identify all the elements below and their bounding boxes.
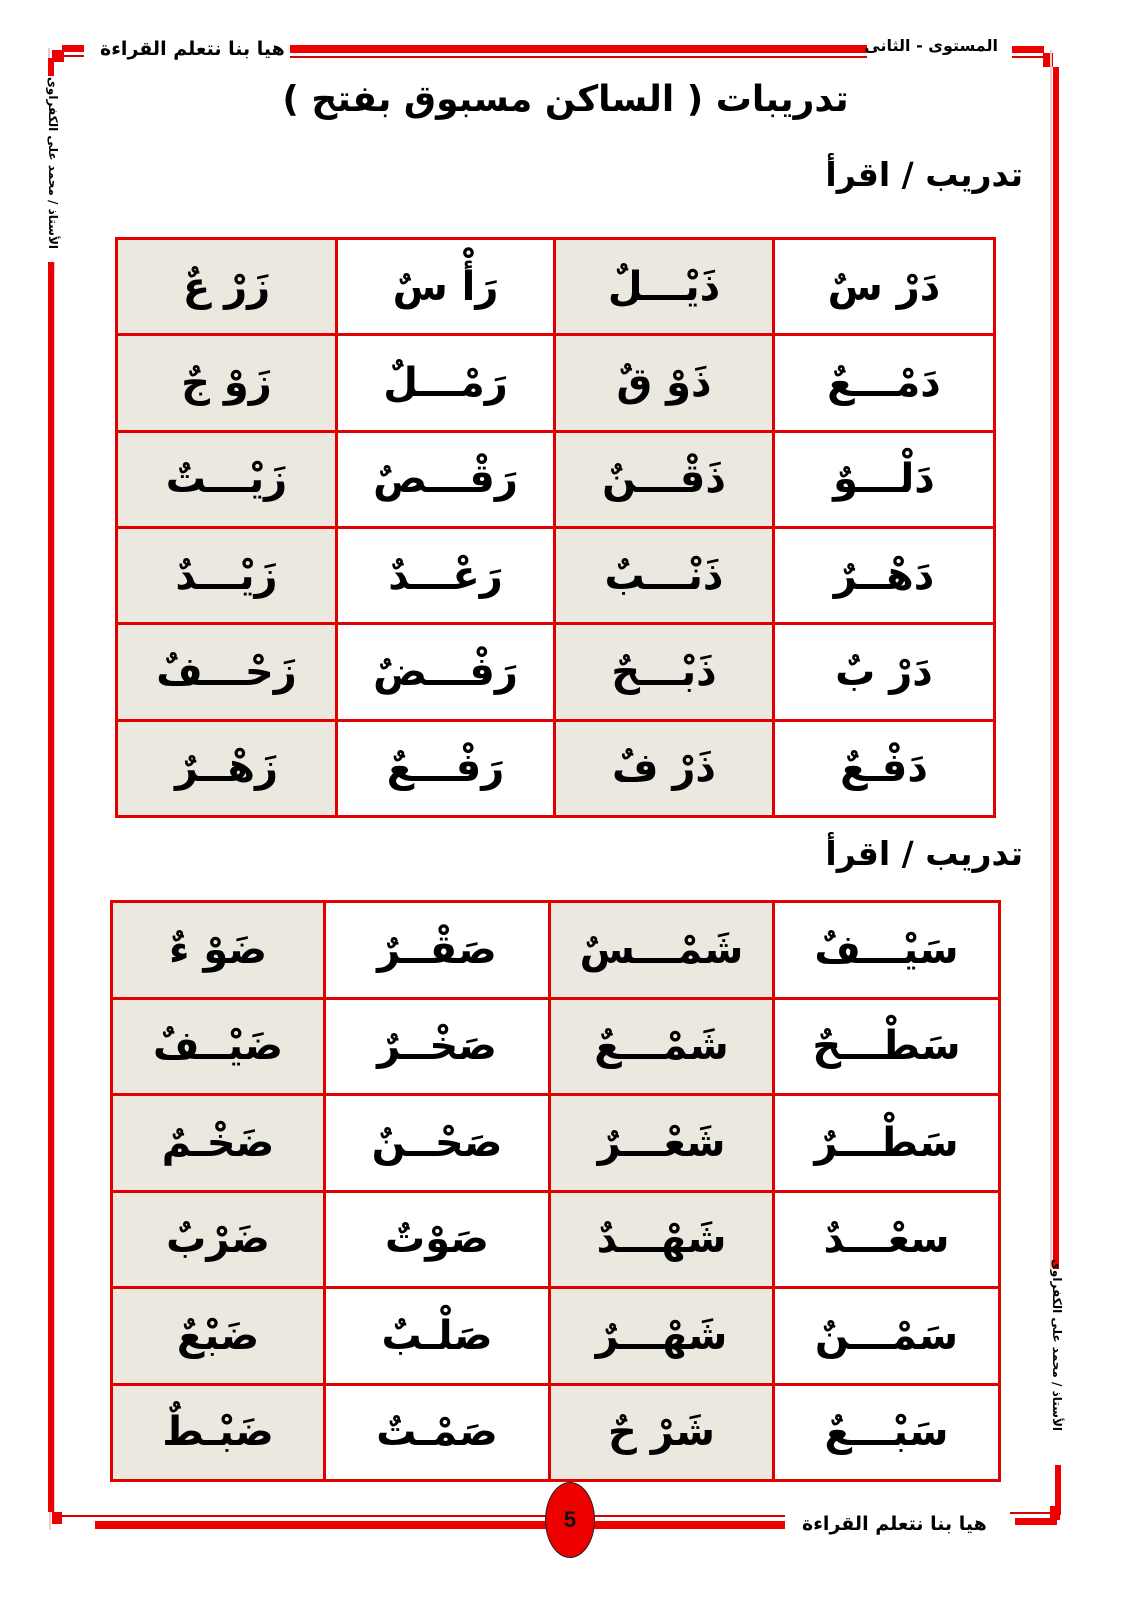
word-cell: دَهْــرٌ [774, 527, 995, 623]
word-cell: صَمْـتٌ [325, 1384, 550, 1481]
word-cell: رَأْ سٌ [337, 239, 555, 335]
exercise-table-2 [110, 900, 1001, 1482]
table-row [112, 1288, 1000, 1385]
word-cell: ذَوْ قٌ [555, 335, 774, 431]
word-cell: ضَوْ ءٌ [112, 902, 325, 999]
word-cell: سعْـــدٌ [774, 1191, 1000, 1288]
word-cell: ذَقْـــنٌ [555, 431, 774, 527]
header-level: المستوى - الثانى [864, 36, 998, 55]
word-cell: زَحْـــفٌ [117, 624, 337, 720]
exercise-label-2: تدريب / اقرأ [825, 834, 1023, 873]
corner-top-left [62, 45, 84, 52]
side-label-right: الأستاذ / محمد على الكفراوى [1050, 1258, 1064, 1431]
table-row [117, 335, 995, 431]
footer-rule-thin-right [1010, 1512, 1050, 1514]
corner-top-right [1012, 46, 1044, 53]
left-rail-top [48, 68, 54, 76]
word-cell: رَفْـــعٌ [337, 720, 555, 816]
right-rail-shadow [1050, 67, 1052, 1269]
word-cell: سَبْـــعٌ [774, 1384, 1000, 1481]
word-cell: ذَنْـــبٌ [555, 527, 774, 623]
corner-bottom-left-step [52, 1512, 62, 1524]
word-cell: ضَرْبٌ [112, 1191, 325, 1288]
page-title: تدريبات ( الساكن مسبوق بفتح ) [282, 79, 849, 120]
word-cell: شَعْـــرٌ [550, 1095, 774, 1192]
word-cell: دَلْـــوٌ [774, 431, 995, 527]
word-cell: زَهْــرٌ [117, 720, 337, 816]
footer-rule-thin [60, 1515, 785, 1517]
page-number-badge [545, 1482, 595, 1558]
word-cell: رَفْـــضٌ [337, 624, 555, 720]
word-cell: رَعْـــدٌ [337, 527, 555, 623]
word-cell: شَرْ حٌ [550, 1384, 774, 1481]
page-number: 5 [563, 1507, 577, 1532]
word-cell: ضَبْعٌ [112, 1288, 325, 1385]
corner-top-left-thin [62, 55, 84, 57]
word-cell: ضَيْــفٌ [112, 998, 325, 1095]
word-cell: شَمْـــسٌ [550, 902, 774, 999]
header-rule-thin [290, 56, 867, 58]
word-cell: ضَبْـطٌ [112, 1384, 325, 1481]
word-cell: زَرْ عٌ [117, 239, 337, 335]
header-series-title: هيا بنا نتعلم القراءة [100, 38, 285, 60]
table-row [117, 624, 995, 720]
word-cell: صَلْـبٌ [325, 1288, 550, 1385]
word-cell: سَيْـــفٌ [774, 902, 1000, 999]
word-cell: ضَخْـمٌ [112, 1095, 325, 1192]
right-rail [1053, 67, 1059, 1269]
table-row [112, 1095, 1000, 1192]
word-cell: سَمْـــنٌ [774, 1288, 1000, 1385]
word-cell: دَرْ بٌ [774, 624, 995, 720]
table-row [112, 998, 1000, 1095]
header-rule-thick [290, 45, 867, 53]
word-cell: سَطْـــرٌ [774, 1095, 1000, 1192]
exercise-table-1 [115, 237, 996, 818]
word-cell: شَمْـــعٌ [550, 998, 774, 1095]
word-cell: صَقْــرٌ [325, 902, 550, 999]
word-cell: دَرْ سٌ [774, 239, 995, 335]
corner-bottom-right-step [1050, 1506, 1060, 1520]
table-row [112, 1384, 1000, 1481]
footer-rule-thick [95, 1521, 785, 1529]
word-cell: ذَبْـــحٌ [555, 624, 774, 720]
left-rail-shadow [54, 262, 55, 1512]
corner-bottom-left-shadow [49, 1512, 51, 1530]
corner-top-right-thin [1012, 56, 1044, 58]
word-cell: صَخْــرٌ [325, 998, 550, 1095]
word-cell: شَهْـــرٌ [550, 1288, 774, 1385]
table-row [112, 902, 1000, 999]
table-row [117, 239, 995, 335]
word-cell: سَطْـــحٌ [774, 998, 1000, 1095]
table-row [112, 1191, 1000, 1288]
word-cell: ذَرْ فٌ [555, 720, 774, 816]
word-cell: رَمْـــلٌ [337, 335, 555, 431]
word-cell: دَفْـعٌ [774, 720, 995, 816]
side-label-left: الأستاذ / محمد على الكفراوى [46, 76, 60, 249]
word-cell: زَوْ جٌ [117, 335, 337, 431]
exercise-label-1: تدريب / اقرأ [825, 155, 1023, 194]
footer-series-title: هيا بنا نتعلم القراءة [802, 1513, 987, 1535]
word-cell: رَقْـــصٌ [337, 431, 555, 527]
word-cell: زَيْـــتٌ [117, 431, 337, 527]
word-cell: شَهْـــدٌ [550, 1191, 774, 1288]
table-row [117, 527, 995, 623]
word-cell: زَيْـــدٌ [117, 527, 337, 623]
word-cell: دَمْـــعٌ [774, 335, 995, 431]
table-row [117, 431, 995, 527]
word-cell: صَحْــنٌ [325, 1095, 550, 1192]
word-cell: صَوْتٌ [325, 1191, 550, 1288]
word-cell: ذَيْـــلٌ [555, 239, 774, 335]
table-row [117, 720, 995, 816]
